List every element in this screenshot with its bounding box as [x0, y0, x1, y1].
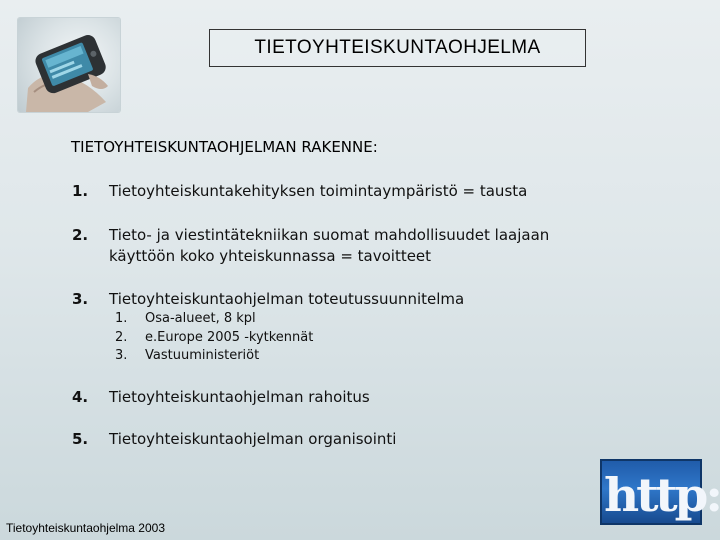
list-item-number: 2. — [72, 226, 89, 244]
list-item-text-continuation: käyttöön koko yhteiskunnassa = tavoitteet — [109, 247, 432, 265]
list-item-number: 1. — [72, 182, 89, 200]
sub-list-item-number: 1. — [115, 311, 128, 326]
sub-list-item-number: 3. — [115, 348, 128, 363]
sub-list-item-text: Osa-alueet, 8 kpl — [145, 311, 256, 326]
list-item-text: Tietoyhteiskuntaohjelman rahoitus — [109, 388, 370, 406]
sub-list-item-text: e.Europe 2005 -kytkennät — [145, 330, 314, 345]
list-item-number: 5. — [72, 430, 89, 448]
list-item-number: 4. — [72, 388, 89, 406]
list-item-text: Tietoyhteiskuntaohjelman organisointi — [109, 430, 397, 448]
sub-list-item-number: 2. — [115, 330, 128, 345]
page-title: TIETOYHTEISKUNTAOHJELMA — [209, 29, 586, 67]
http-badge-image — [600, 459, 720, 525]
section-subtitle: TIETOYHTEISKUNTAOHJELMAN RAKENNE: — [71, 138, 378, 156]
http-badge-text: http: — [604, 468, 720, 522]
http-logo-icon — [600, 459, 720, 525]
list-item-number: 3. — [72, 290, 89, 308]
pda-in-hand-image — [18, 18, 120, 112]
handheld-device-photo — [18, 18, 120, 112]
footer-text: Tietoyhteiskuntaohjelma 2003 — [6, 521, 165, 535]
list-item-text: Tieto- ja viestintätekniikan suomat mahdollisuudet laajaan — [109, 226, 550, 244]
sub-list-item-text: Vastuuministeriöt — [145, 348, 260, 363]
list-item-text: Tietoyhteiskuntakehityksen toimintaympäristö = tausta — [109, 182, 528, 200]
list-item-text: Tietoyhteiskuntaohjelman toteutussuunnitelma — [109, 290, 465, 308]
